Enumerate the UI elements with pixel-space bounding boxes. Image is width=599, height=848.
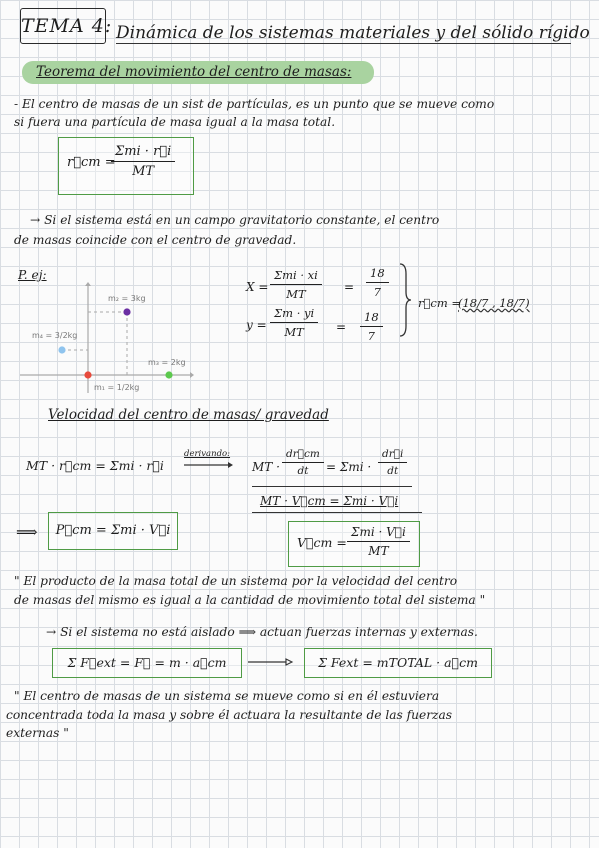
deriv-underline-1 — [252, 486, 412, 487]
tema-label: TEMA 4: — [20, 8, 106, 44]
point-m3 — [165, 371, 172, 378]
quote-2-line-3: externas " — [6, 726, 69, 740]
formula-rcm-lhs: r⃗cm = — [67, 155, 116, 170]
example-label: P. ej: — [18, 268, 47, 282]
deriv-fraction-2-num: dr⃗i — [378, 448, 407, 463]
calc-x-result-den: 7 — [373, 285, 381, 299]
definition-line-1: - El centro de masas de un sist de partículas, es un punto que se mueve como — [14, 97, 495, 111]
calc-y-fraction — [270, 306, 318, 339]
deriv-lhs: MT · — [252, 460, 280, 474]
calc-x-lhs: X = — [246, 280, 269, 294]
vcm-lhs: V⃗cm = — [297, 535, 347, 550]
formula-box-fext-total: Σ Fext = mTOTAL · a⃗cm — [304, 648, 492, 678]
label-m1: m₁ = 1/2kg — [94, 383, 140, 392]
formula-box-vcm — [288, 521, 420, 567]
formula-rcm-numerator: Σmi · r⃗i — [111, 144, 175, 162]
vcm-numerator: Σmi · V⃗i — [347, 525, 410, 542]
formula-rcm-denominator: MT — [132, 164, 155, 179]
calc-y-result-den: 7 — [367, 329, 375, 343]
section-heading-velocity: Velocidad del centro de masas/ gravedad — [48, 407, 329, 423]
quote-1-line-2: de masas del mismo es igual a la cantidad de movimiento total del sistema " — [14, 593, 486, 607]
rcm-lhs: r⃗cm = — [418, 296, 462, 310]
formula-rcm-fraction — [111, 144, 175, 179]
point-m4 — [58, 346, 65, 353]
deriv-mid: = Σmi · — [326, 460, 372, 474]
deriv-fraction-2 — [378, 448, 407, 477]
eq-mass-position: MT · r⃗cm = Σmi · r⃗i — [26, 458, 164, 473]
deriv-fraction-1-den: dt — [297, 465, 309, 477]
formula-box-rcm — [58, 137, 194, 195]
section-heading-theorem: Teorema del movimiento del centro de masas: — [36, 64, 352, 80]
derive-arrow — [182, 460, 234, 470]
note-line-1: → Si el sistema está en un campo gravitatorio constante, el centro — [30, 213, 440, 227]
right-brace — [398, 262, 412, 338]
deriv-fraction-1-num: dr⃗cm — [282, 448, 324, 463]
note-line-2: de masas coincide con el centro de gravedad. — [14, 233, 297, 247]
calc-x-numerator: Σmi · xi — [270, 268, 322, 285]
calc-x-fraction — [270, 268, 322, 301]
vcm-denominator: MT — [368, 544, 389, 558]
y-axis-arrow — [85, 282, 91, 286]
quote-2-line-1: " El centro de masas de un sistema se mueve como si en él estuviera — [14, 689, 440, 703]
rcm-result: (18/7 , 18/7) — [458, 296, 530, 310]
formula-box-fext: Σ F⃗ext = F⃗ = m · a⃗cm — [52, 648, 242, 678]
label-m3: m₃ = 2kg — [148, 358, 186, 367]
calc-x-denominator: MT — [286, 287, 306, 301]
label-m4: m₄ = 3/2kg — [32, 331, 78, 340]
calc-x-result-num: 18 — [366, 266, 389, 283]
pcm-implies-arrow: ⟹ — [16, 523, 38, 541]
example-mass-diagram — [14, 280, 194, 398]
calc-y-denominator: MT — [284, 325, 304, 339]
vcm-fraction — [347, 525, 410, 558]
formula-box-pcm: P⃗cm = Σmi · V⃗i — [48, 512, 178, 550]
definition-line-2: si fuera una partícula de masa igual a la masa total. — [14, 115, 336, 129]
point-m2 — [123, 308, 130, 315]
x-axis-arrow — [190, 372, 194, 378]
calc-y-eq: = — [336, 320, 347, 334]
calc-y-result — [360, 310, 383, 343]
deriv-fraction-1 — [282, 448, 324, 477]
quote-1-line-1: " El producto de la masa total de un sistema por la velocidad del centro — [14, 574, 458, 588]
quote-2-line-2: concentrada toda la masa y sobre él actuara la resultante de las fuerzas — [6, 708, 452, 722]
point-m1 — [84, 371, 91, 378]
calc-y-result-num: 18 — [360, 310, 383, 327]
page-title: Dinámica de los sistemas materiales y del sólido rígido — [116, 23, 590, 43]
label-m2: m₂ = 3kg — [108, 294, 146, 303]
deriv-underline-2 — [252, 512, 422, 513]
calc-x-eq: = — [344, 280, 355, 294]
calc-y-numerator: Σm · yi — [270, 306, 318, 323]
note-isolated-system: → Si el sistema no está aislado ⟹ actuan fuerzas internas y externas. — [46, 625, 478, 639]
deriv-fraction-2-den: dt — [387, 465, 399, 477]
calc-y-lhs: y = — [246, 318, 267, 332]
force-arrow — [246, 657, 294, 667]
calc-x-result — [366, 266, 389, 299]
arrow-label-derivando: derivando: — [184, 449, 231, 459]
eq-mass-velocity: MT · V⃗cm = Σmi · V⃗i — [260, 494, 399, 508]
title-underline — [116, 43, 571, 44]
